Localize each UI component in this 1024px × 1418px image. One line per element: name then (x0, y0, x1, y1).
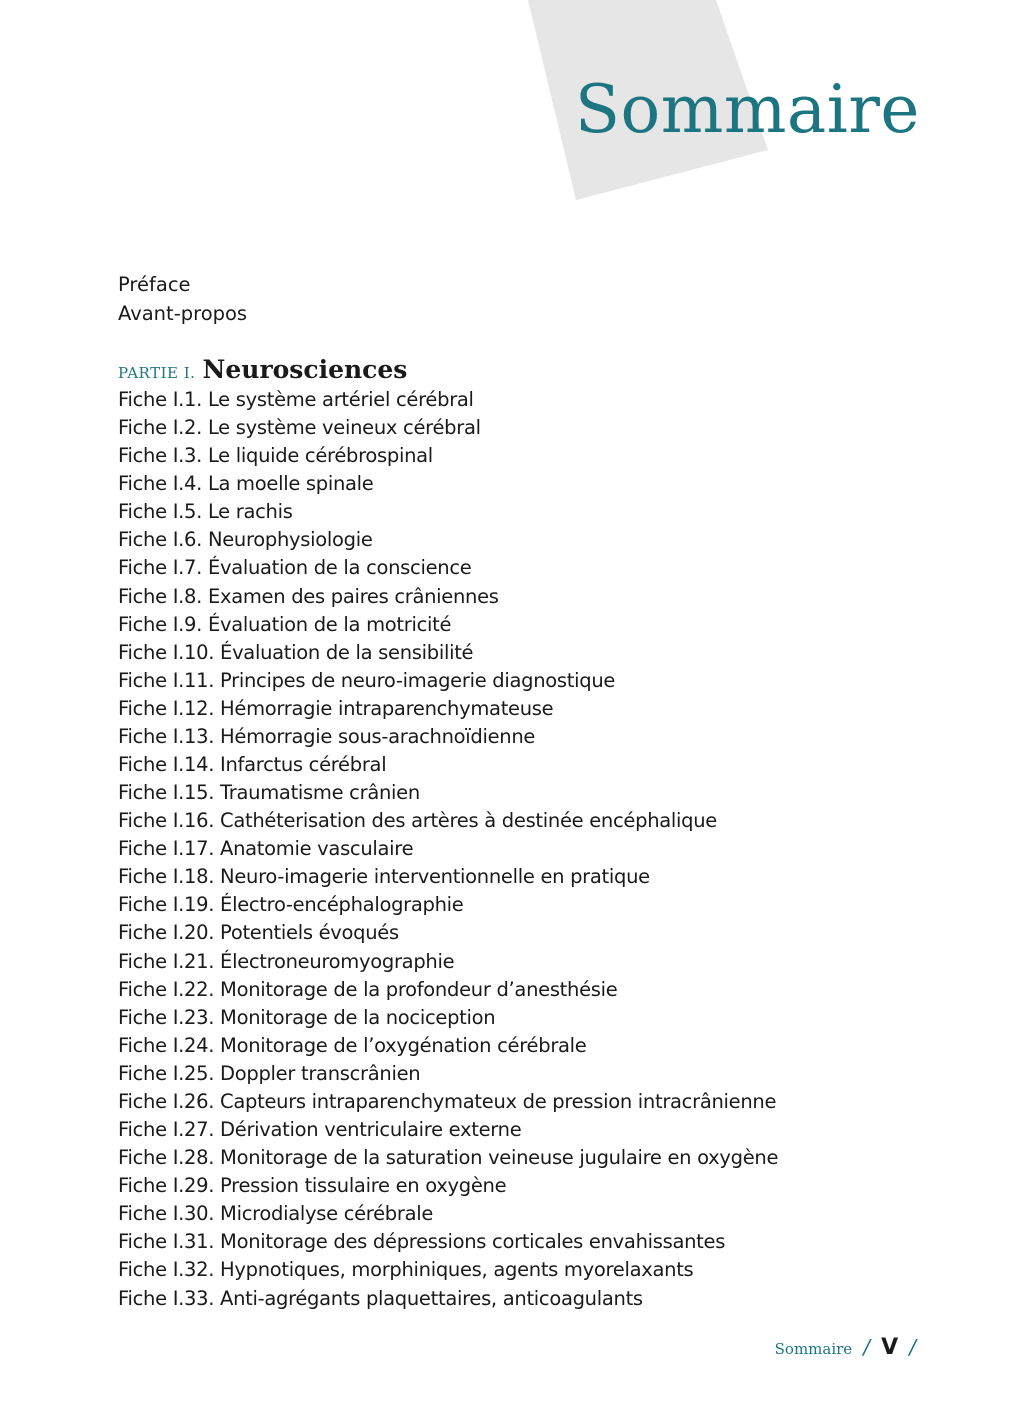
page-number: V (881, 1335, 899, 1360)
toc-entry[interactable]: Fiche I.16. Cathéterisation des artères à destinée encéphalique (118, 809, 717, 833)
toc-entry[interactable]: Fiche I.17. Anatomie vasculaire (118, 837, 414, 861)
toc-entry[interactable]: Fiche I.6. Neurophysiologie (118, 528, 373, 552)
page-title: Sommaire (574, 71, 920, 148)
toc-entry[interactable]: Fiche I.30. Microdialyse cérébrale (118, 1202, 434, 1226)
toc-entry[interactable]: Fiche I.1. Le système artériel cérébral (118, 388, 474, 411)
footer-section-label: Sommaire (774, 1340, 853, 1358)
toc-entry[interactable]: Fiche I.7. Évaluation de la conscience (118, 556, 472, 580)
toc-entry[interactable]: Fiche I.13. Hémorragie sous-arachnoïdienne (118, 724, 536, 748)
toc-entry[interactable]: Fiche I.26. Capteurs intraparenchymateux de pression intracrânienne (118, 1089, 777, 1113)
toc-entry[interactable]: Fiche I.5. Le rachis (118, 500, 293, 524)
toc-entry[interactable]: Fiche I.9. Évaluation de la motricité (118, 612, 452, 636)
part-title: Neurosciences (202, 355, 408, 384)
toc-entry[interactable]: Fiche I.2. Le système veineux cérébral (118, 416, 481, 440)
toc-entry[interactable]: Fiche I.15. Traumatisme crânien (118, 781, 420, 805)
part-label: PARTIE I. (118, 364, 196, 382)
toc-entry[interactable]: Fiche I.25. Doppler transcrânien (118, 1061, 421, 1085)
toc-entry[interactable]: Fiche I.23. Monitorage de la nociception (118, 1005, 496, 1029)
toc-entry[interactable]: Fiche I.27. Dérivation ventriculaire externe (118, 1118, 522, 1142)
toc-entry[interactable]: Fiche I.33. Anti-agrégants plaquettaires, anticoagulants (118, 1286, 643, 1310)
toc-entry[interactable]: Fiche I.28. Monitorage de la saturation veineuse jugulaire en oxygène (118, 1146, 779, 1170)
toc-entry[interactable]: Fiche I.20. Potentiels évoqués (118, 921, 399, 945)
toc-entry[interactable]: Fiche I.24. Monitorage de l’oxygénation cérébrale (118, 1033, 587, 1057)
page-footer (775, 1334, 922, 1362)
toc-entry[interactable]: Fiche I.21. Électroneuromyographie (118, 949, 455, 973)
toc-entry[interactable]: Fiche I.22. Monitorage de la profondeur d’anesthésie (118, 977, 618, 1001)
toc-entry[interactable]: Fiche I.19. Électro-encéphalographie (118, 893, 464, 917)
toc-entry[interactable]: Fiche I.12. Hémorragie intraparenchymateuse (118, 696, 554, 720)
toc-entry[interactable]: Fiche I.3. Le liquide cérébrospinal (118, 444, 433, 468)
toc-entry[interactable]: Fiche I.18. Neuro-imagerie interventionnelle en pratique (118, 865, 650, 889)
toc-entry[interactable]: Fiche I.14. Infarctus cérébral (118, 753, 387, 777)
footer-separator: / (909, 1335, 916, 1359)
toc-entry[interactable]: Fiche I.10. Évaluation de la sensibilité (118, 640, 474, 664)
toc-entry[interactable]: Fiche I.8. Examen des paires crâniennes (118, 584, 499, 608)
toc-entry[interactable]: Fiche I.32. Hypnotiques, morphiniques, agents myorelaxants (118, 1258, 694, 1282)
front-matter-item-preface[interactable]: Préface (118, 273, 191, 296)
front-matter-list (118, 270, 247, 328)
toc-entry[interactable]: Fiche I.29. Pression tissulaire en oxygène (118, 1174, 507, 1198)
part-heading (118, 353, 407, 390)
front-matter-item-avant-propos[interactable]: Avant-propos (118, 302, 248, 325)
footer-separator: / (863, 1335, 871, 1359)
toc-list (118, 386, 778, 1313)
toc-entry[interactable]: Fiche I.31. Monitorage des dépressions corticales envahissantes (118, 1230, 726, 1254)
toc-entry[interactable]: Fiche I.11. Principes de neuro-imagerie diagnostique (118, 668, 616, 692)
toc-entry[interactable]: Fiche I.4. La moelle spinale (118, 472, 374, 496)
